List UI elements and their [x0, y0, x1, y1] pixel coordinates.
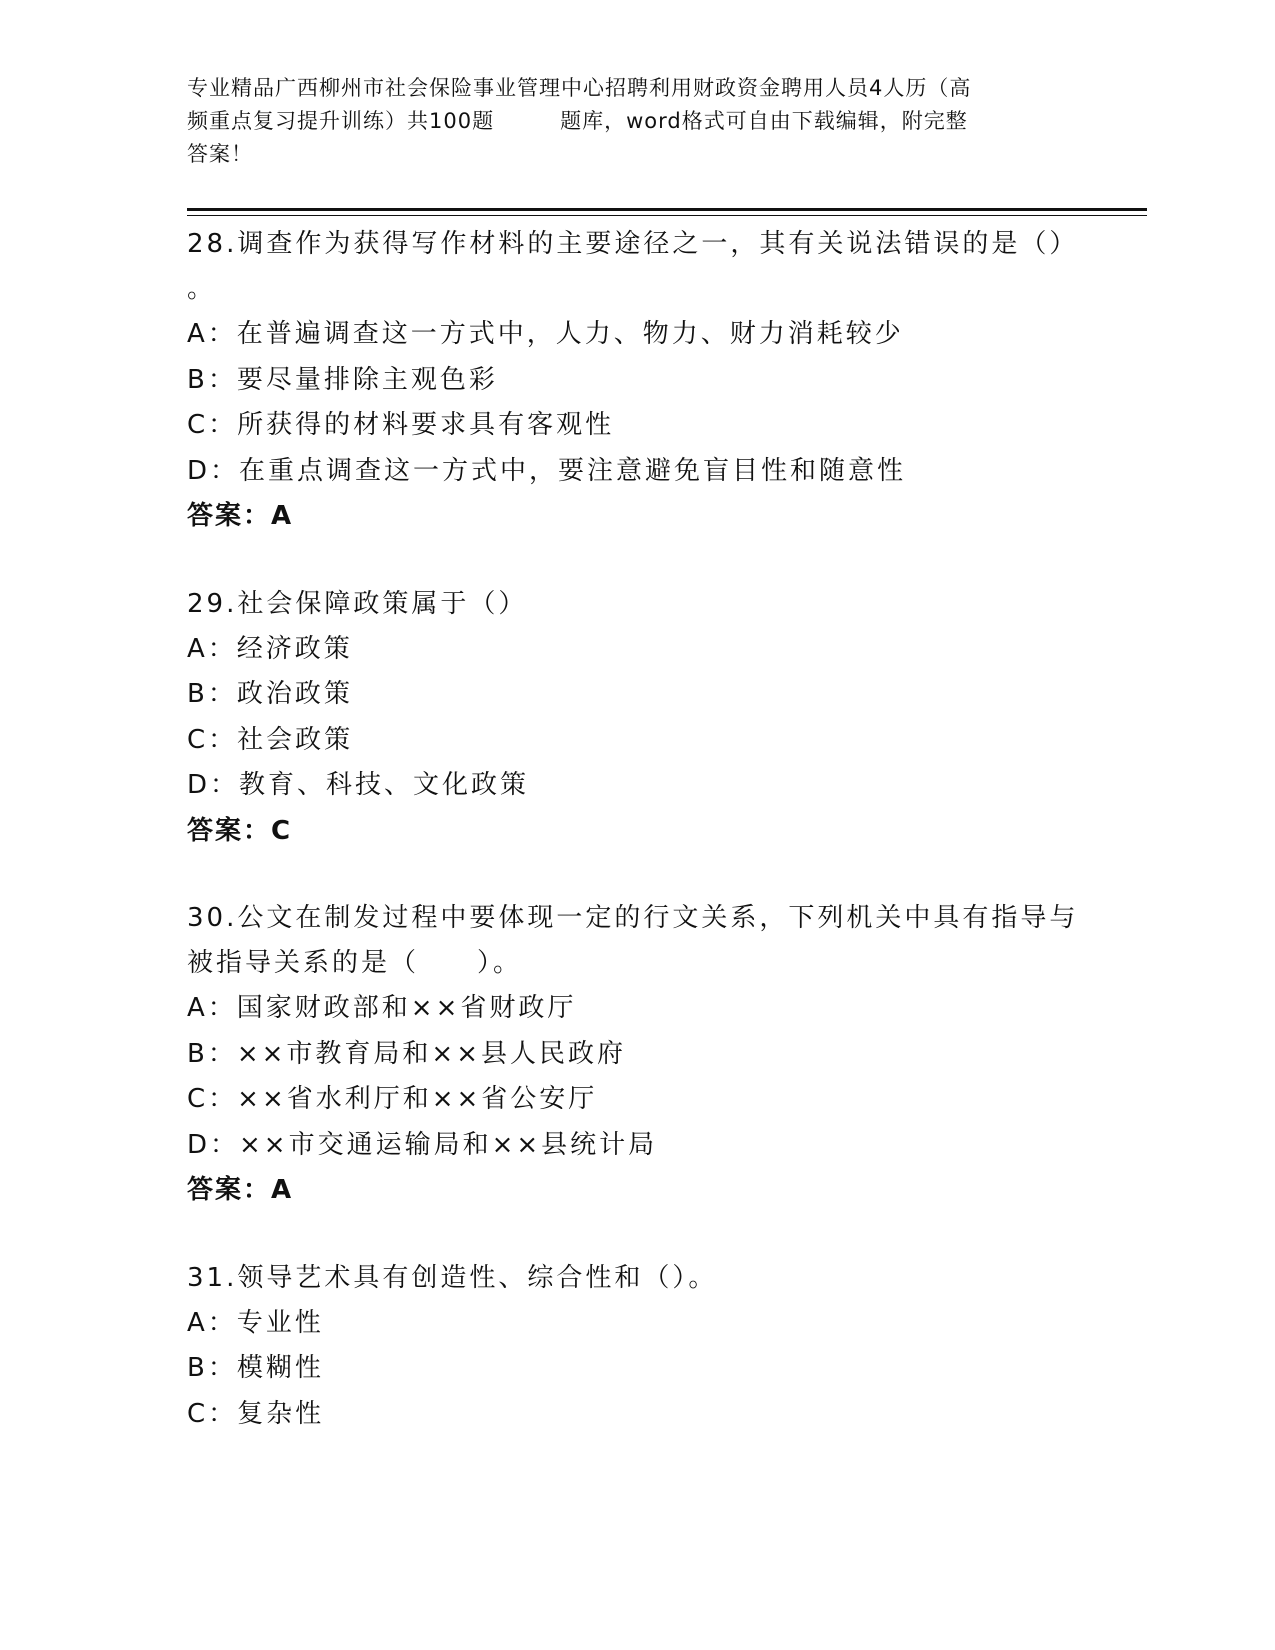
answer-line	[187, 1168, 1087, 1214]
option-c: C：复杂性	[187, 1398, 325, 1429]
answer-line	[187, 809, 1087, 855]
answer-line	[187, 494, 1087, 540]
option-a: A：国家财政部和××省财政厅	[187, 993, 577, 1023]
answer-value: A	[271, 1175, 294, 1205]
question-stem: 29.社会保障政策属于（）	[187, 588, 528, 619]
header-divider-thin	[187, 215, 1147, 216]
header-divider-thick	[187, 208, 1147, 211]
option-d: D：××市交通运输局和××县统计局	[187, 1129, 658, 1160]
header-line: 专业精品广西柳州市社会保险事业管理中心招聘利用财政资金聘用人员4人历（高	[187, 76, 972, 100]
option-b: B：模糊性	[187, 1353, 324, 1383]
answer-label: 答案：	[187, 501, 272, 531]
option-d: D：在重点调查这一方式中，要注意避免盲目性和随意性	[187, 455, 907, 486]
option-d: D：教育、科技、文化政策	[187, 770, 530, 800]
option-b: B：××市教育局和××县人民政府	[187, 1038, 626, 1069]
option-a: A：专业性	[187, 1307, 324, 1338]
answer-label: 答案：	[187, 1175, 272, 1205]
option-c: C：所获得的材料要求具有客观性	[187, 410, 615, 440]
answer-label: 答案：	[187, 815, 272, 846]
question-29	[187, 582, 1087, 855]
answer-value: C	[271, 815, 293, 846]
option-b: B：要尽量排除主观色彩	[187, 364, 498, 395]
option-c: C：社会政策	[187, 724, 354, 755]
question-stem: 31.领导艺术具有创造性、综合性和（）。	[187, 1262, 718, 1293]
answer-value: A	[271, 501, 294, 531]
question-list	[187, 222, 1087, 1479]
option-c: C：××省水利厅和××省公安厅	[187, 1084, 598, 1114]
question-30	[187, 896, 1087, 1214]
question-stem: 28.调查作为获得写作材料的主要途径之一，其有关说法错误的是（）	[187, 229, 1079, 259]
document-header	[187, 72, 1087, 171]
header-line: 答案！	[187, 142, 253, 166]
option-a: A：在普遍调查这一方式中，人力、物力、财力消耗较少	[187, 319, 904, 349]
question-stem: 30.公文在制发过程中要体现一定的行文关系，下列机关中具有指导与	[187, 903, 1079, 933]
header-line: 频重点复习提升训练）共100题 题库，word格式可自由下载编辑，附完整	[187, 109, 968, 133]
question-31	[187, 1256, 1087, 1438]
question-28	[187, 222, 1087, 540]
option-a: A：经济政策	[187, 633, 353, 664]
question-stem: 。	[187, 274, 217, 304]
question-stem: 被指导关系的是（ ）。	[187, 948, 523, 978]
option-b: B：政治政策	[187, 679, 353, 709]
